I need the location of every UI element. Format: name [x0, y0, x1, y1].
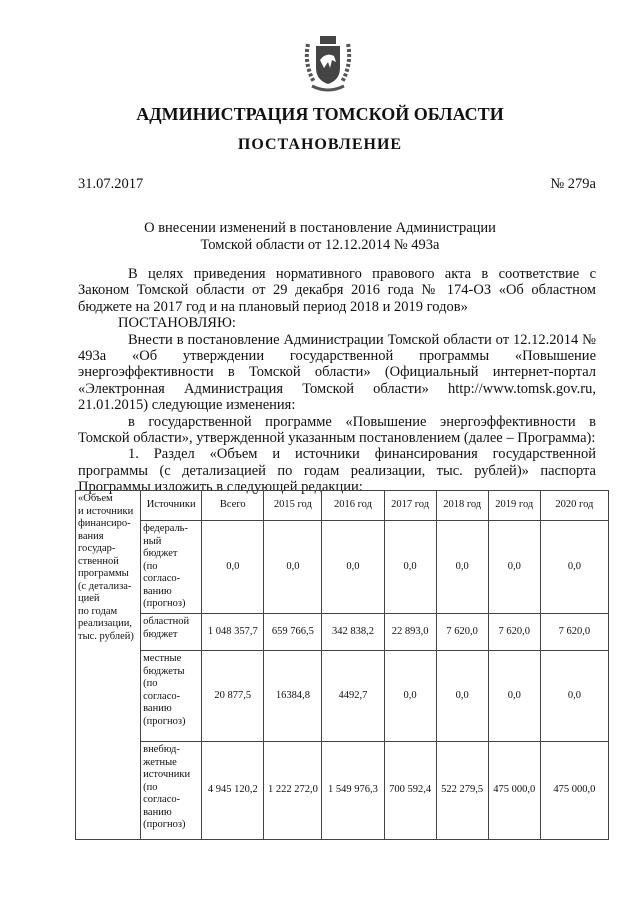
- value-cell: 342 838,2: [322, 614, 384, 651]
- table-row: [76, 521, 609, 614]
- value-cell: 0,0: [436, 521, 488, 614]
- column-header: Всего: [202, 491, 264, 521]
- paragraph: 1. Раздел «Объем и источники финансирования государственной программы (с детализацией по годам реализации, тыс. рублей)» паспорта Программы изложить в следующей редакции:: [78, 446, 596, 496]
- value-cell: 7 620,0: [488, 614, 540, 651]
- value-cell: 475 000,0: [540, 742, 608, 840]
- document-date: 31.07.2017: [78, 176, 144, 192]
- document-type: ПОСТАНОВЛЕНИЕ: [237, 136, 403, 153]
- value-cell: 1 549 976,3: [322, 742, 384, 840]
- paragraph: ПОСТАНОВЛЯЮ:: [118, 315, 236, 332]
- value-cell: 0,0: [202, 521, 264, 614]
- value-cell: 0,0: [322, 521, 384, 614]
- column-header: 2015 год: [264, 491, 322, 521]
- source-cell: федераль- ный бюджет (по согласо- ванию (прогноз): [141, 521, 202, 614]
- value-cell: 0,0: [488, 521, 540, 614]
- paragraph: в государственной программе «Повышение энергоэффективности в Томской области», утвержденной указанным постановлением (далее – Программа):: [78, 413, 596, 447]
- value-cell: 700 592,4: [384, 742, 436, 840]
- table-row: [76, 742, 609, 840]
- value-cell: 0,0: [384, 521, 436, 614]
- paragraph: В целях приведения нормативного правового акта в соответствие с Законом Томской области от 29 декабря 2016 года № 174-ОЗ «Об областном бюджете на 2017 год и на плановый период 2018 и 2019 годов»: [78, 266, 596, 315]
- value-cell: 0,0: [384, 651, 436, 742]
- value-cell: 20 877,5: [202, 651, 264, 742]
- value-cell: 7 620,0: [436, 614, 488, 651]
- value-cell: 4492,7: [322, 651, 384, 742]
- value-cell: 0,0: [264, 521, 322, 614]
- document-body: [78, 266, 596, 496]
- subject-line: О внесении изменений в постановление Администрации: [144, 220, 496, 236]
- column-header: 2018 год: [436, 491, 488, 521]
- value-cell: 0,0: [540, 521, 608, 614]
- value-cell: 16384,8: [264, 651, 322, 742]
- value-cell: 475 000,0: [488, 742, 540, 840]
- coat-of-arms-icon: [302, 30, 354, 94]
- value-cell: 522 279,5: [436, 742, 488, 840]
- source-cell: местные бюджеты (по согласо- ванию (прогноз): [141, 651, 202, 742]
- document-subject: [0, 220, 640, 254]
- table-header-row: [76, 491, 609, 521]
- document-number: № 279а: [550, 176, 596, 192]
- column-header: 2016 год: [322, 491, 384, 521]
- financing-table: [75, 490, 609, 840]
- value-cell: 22 893,0: [384, 614, 436, 651]
- value-cell: 4 945 120,2: [202, 742, 264, 840]
- value-cell: 659 766,5: [264, 614, 322, 651]
- table-row: [76, 614, 609, 651]
- paragraph: Внести в постановление Администрации Томской области от 12.12.2014 № 493а «Об утверждении государственной программы «Повышение энергоэффективности в Томской области» (Официальный интернет-портал «Электронная Администрация Томской области» http://www.tomsk.gov.ru, 21.01.2015) следующие изменения:: [78, 331, 596, 414]
- column-header: 2019 год: [488, 491, 540, 521]
- value-cell: 0,0: [436, 651, 488, 742]
- column-header: Источники: [141, 491, 202, 521]
- column-header: 2017 год: [384, 491, 436, 521]
- source-cell: областной бюджет: [141, 614, 202, 651]
- organization-title: АДМИНИСТРАЦИЯ ТОМСКОЙ ОБЛАСТИ: [136, 104, 504, 124]
- value-cell: 1 048 357,7: [202, 614, 264, 651]
- subject-line: Томской области от 12.12.2014 № 493а: [200, 237, 440, 253]
- row-label: «Объем и источники финансиро- вания государ- ственной программы (с детализа- цией по годам реализации, тыс. рублей): [76, 491, 141, 840]
- value-cell: 0,0: [488, 651, 540, 742]
- table-row: [76, 651, 609, 742]
- value-cell: 1 222 272,0: [264, 742, 322, 840]
- value-cell: 7 620,0: [540, 614, 608, 651]
- source-cell: внебюд- жетные источники (по согласо- ванию (прогноз): [141, 742, 202, 840]
- column-header: 2020 год: [540, 491, 608, 521]
- value-cell: 0,0: [540, 651, 608, 742]
